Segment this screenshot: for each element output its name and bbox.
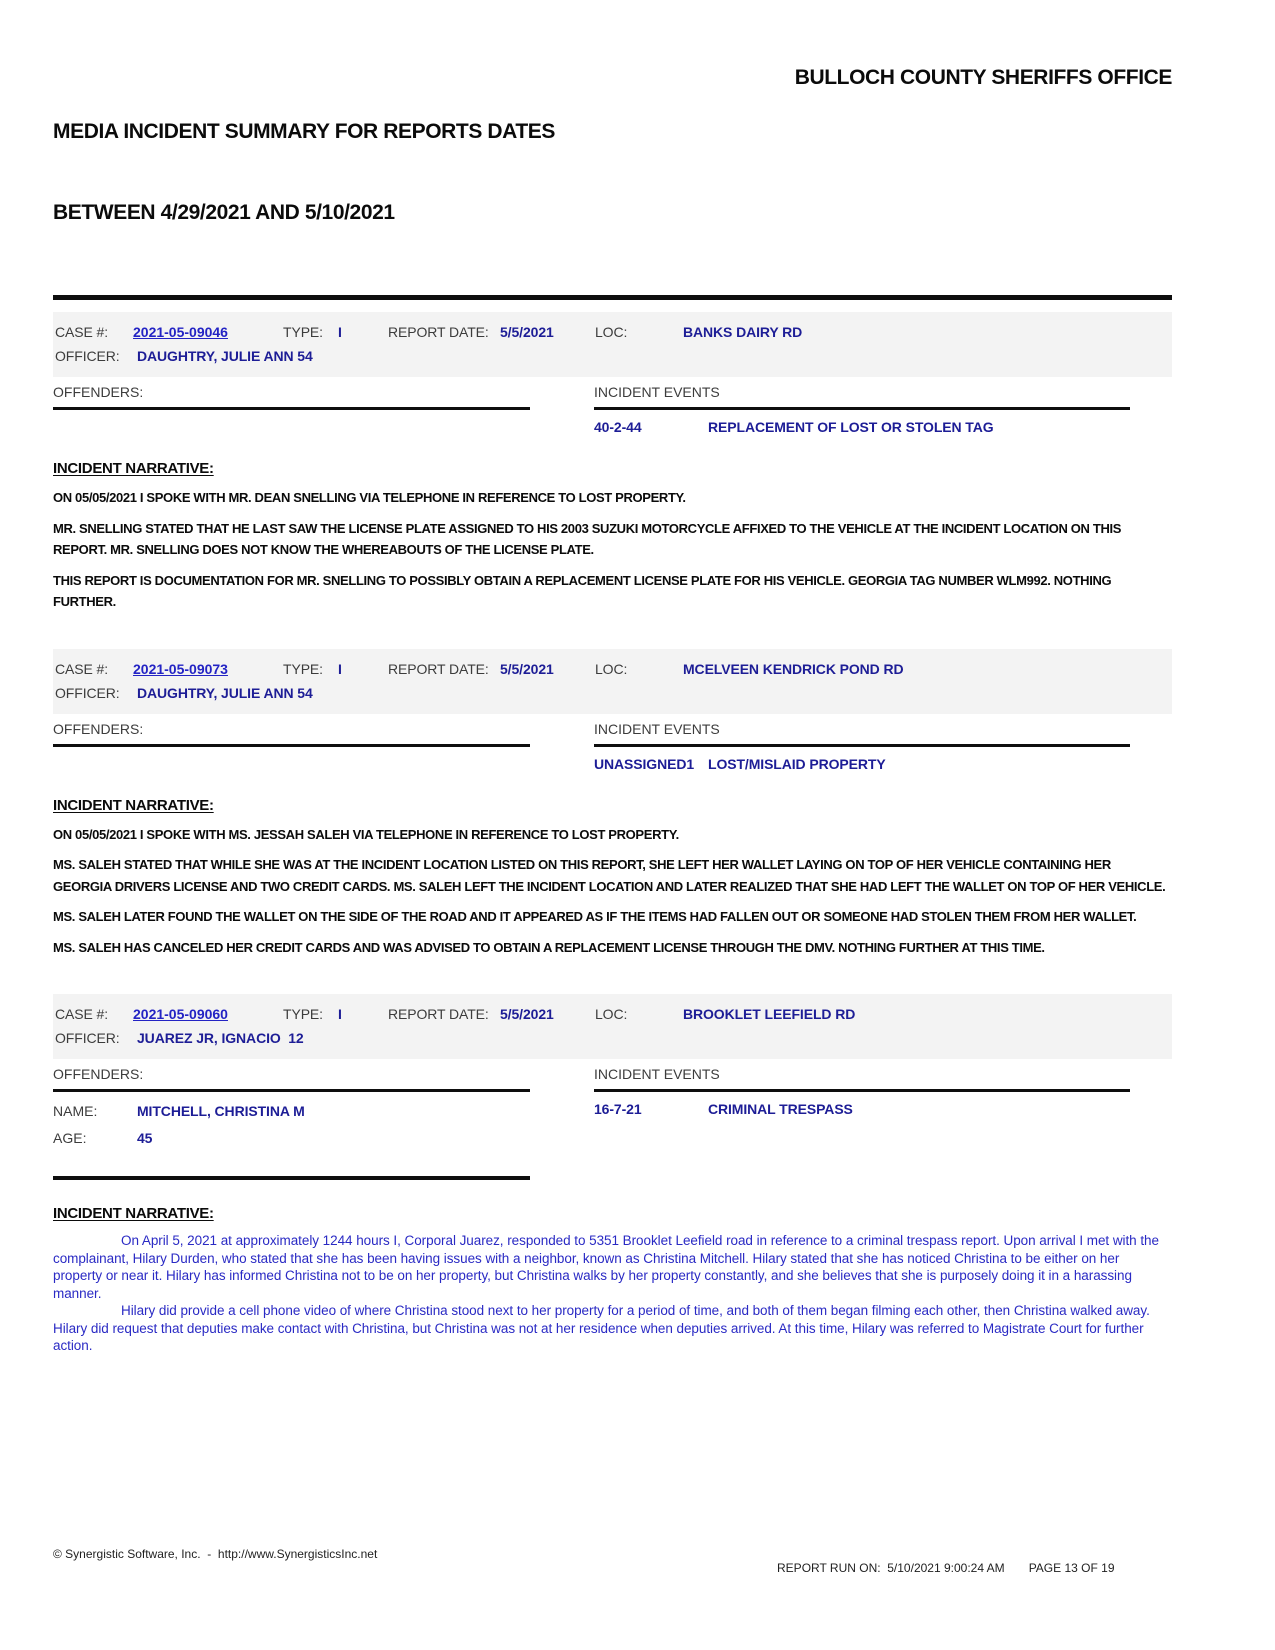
offenders-label: OFFENDERS: — [53, 720, 144, 737]
case-header-row — [55, 320, 1172, 344]
offenders-column — [53, 1066, 530, 1180]
offenders-events-section — [53, 721, 1172, 772]
officer-row — [55, 1026, 1172, 1050]
offender-age-row — [53, 1130, 530, 1146]
narrative-paragraph: Hilary did provide a cell phone video of where Christina stood next to her property for a period of time, and both of them began filming each other, then Christina walked away. Hilary did request that deputies make contact with Christina, but Christina was not at her residence when deputies arrived. At this time, Hilary was referred to Magistrate Court for further action. — [53, 1303, 1150, 1353]
footer-page-number: PAGE 13 OF 19 — [1028, 1561, 1115, 1575]
location-value: BROOKLET LEEFIELD RD — [683, 1006, 856, 1022]
report-date-value: 5/5/2021 — [500, 660, 554, 677]
case-block-2 — [53, 649, 1172, 959]
incident-events-label: INCIDENT EVENTS — [594, 384, 720, 400]
location-value: MCELVEEN KENDRICK POND RD — [683, 660, 904, 677]
agency-title: BULLOCH COUNTY SHERIFFS OFFICE — [794, 66, 1172, 89]
narrative-heading: INCIDENT NARRATIVE: — [53, 1205, 214, 1222]
incident-event-row — [594, 756, 1172, 772]
incident-events-underline — [594, 407, 1130, 410]
case-block-1 — [53, 312, 1172, 613]
page-title — [53, 64, 555, 280]
narrative-paragraph: MS. SALEH STATED THAT WHILE SHE WAS AT THE INCIDENT LOCATION LISTED ON THIS REPORT, SHE LEFT HER WALLET LAYING ON TOP OF HER VEHICLE CONTAINING HER GEORGIA DRIVERS LICENSE AND TWO CREDIT CARDS. MS. SALEH LEFT THE INCIDENT LOCATION AND LATER REALIZED THAT SHE HAD LEFT THE WALLET ON TOP OF HER VEHICLE. — [53, 857, 1166, 894]
case-header-band — [53, 649, 1172, 714]
report-date-value: 5/5/2021 — [500, 1006, 554, 1022]
loc-label: LOC: — [595, 1006, 628, 1022]
incident-events-column — [594, 1066, 1172, 1117]
offenders-label: OFFENDERS: — [53, 384, 144, 400]
case-number-link[interactable]: 2021-05-09060 — [133, 1006, 228, 1022]
footer-report-run: REPORT RUN ON: 5/10/2021 9:00:24 AM — [777, 1561, 1005, 1575]
officer-value: JUAREZ JR, IGNACIO 12 — [137, 1030, 304, 1046]
type-label: TYPE: — [283, 324, 323, 340]
header-rule — [53, 295, 1172, 300]
event-code: 40-2-44 — [594, 419, 642, 435]
narrative-paragraph: MS. SALEH LATER FOUND THE WALLET ON THE SIDE OF THE ROAD AND IT APPEARED AS IF THE ITEMS HAD FALLEN OUT OR SOMEONE HAD STOLEN THEM FROM HER WALLET. — [53, 909, 1137, 924]
case-label: CASE #: — [55, 324, 108, 340]
event-code: 16-7-21 — [594, 1101, 642, 1117]
footer-run-info — [757, 1547, 1115, 1589]
narrative-heading: INCIDENT NARRATIVE: — [53, 460, 214, 477]
narrative-heading: INCIDENT NARRATIVE: — [53, 796, 214, 814]
page-title-line1: MEDIA INCIDENT SUMMARY FOR REPORTS DATES — [53, 120, 556, 143]
type-value: I — [338, 660, 342, 677]
age-label: AGE: — [53, 1130, 87, 1146]
incident-events-underline — [594, 1089, 1130, 1092]
type-value: I — [338, 324, 342, 340]
case-number-link[interactable]: 2021-05-09073 — [133, 660, 228, 677]
name-label: NAME: — [53, 1103, 98, 1119]
offenders-underline — [53, 744, 530, 747]
offender-name-row — [53, 1103, 530, 1119]
narrative-paragraph: MS. SALEH HAS CANCELED HER CREDIT CARDS AND WAS ADVISED TO OBTAIN A REPLACEMENT LICENSE THROUGH THE DMV. NOTHING FURTHER AT THIS TIME. — [53, 939, 1045, 955]
offenders-underline — [53, 407, 530, 410]
narrative-paragraph: ON 05/05/2021 I SPOKE WITH MR. DEAN SNELLING VIA TELEPHONE IN REFERENCE TO LOST PROPERTY. — [53, 490, 686, 505]
offender-age-value: 45 — [137, 1130, 153, 1146]
offenders-label: OFFENDERS: — [53, 1066, 144, 1082]
loc-label: LOC: — [595, 660, 628, 677]
offenders-column — [53, 721, 530, 747]
officer-value: DAUGHTRY, JULIE ANN 54 — [137, 684, 313, 701]
narrative-paragraph: On April 5, 2021 at approximately 1244 hours I, Corporal Juarez, responded to 5351 Brooklet Leefield road in reference to a criminal trespass report. Upon arrival I met with the complainant, Hilary Durden, who stated that she has been having issues with a neighbor, known as Christina Mitchell. Hilary stated that she has noticed Christina to be either on her property or near it. Hilary has informed Christina not to be on her property, but Christina walks by her property constantly, and she believes that she is purposely doing it in a harassing manner. — [53, 1233, 1159, 1301]
case-label: CASE #: — [55, 660, 108, 677]
event-description: LOST/MISLAID PROPERTY — [708, 755, 886, 772]
type-value: I — [338, 1006, 342, 1022]
event-code: UNASSIGNED1 — [594, 755, 695, 772]
case-header-row — [55, 657, 1172, 681]
narrative-paragraph: THIS REPORT IS DOCUMENTATION FOR MR. SNELLING TO POSSIBLY OBTAIN A REPLACEMENT LICENSE PLATE FOR HIS VEHICLE. GEORGIA TAG NUMBER WLM992. NOTHING FURTHER. — [53, 572, 1112, 609]
case-header-row — [55, 1002, 1172, 1026]
offender-name-value: MITCHELL, CHRISTINA M — [137, 1103, 305, 1119]
location-value: BANKS DAIRY RD — [683, 324, 803, 340]
case-label: CASE #: — [55, 1006, 108, 1022]
page-title-line2: BETWEEN 4/29/2021 AND 5/10/2021 — [53, 201, 395, 224]
type-label: TYPE: — [283, 660, 323, 677]
officer-row — [55, 681, 1172, 705]
report-date-label: REPORT DATE: — [388, 324, 489, 340]
offenders-events-section — [53, 384, 1172, 435]
incident-events-label: INCIDENT EVENTS — [594, 1066, 720, 1082]
incident-events-underline — [594, 744, 1130, 747]
case-header-band — [53, 994, 1172, 1059]
offenders-events-section — [53, 1066, 1172, 1180]
incident-events-label: INCIDENT EVENTS — [594, 720, 720, 737]
incident-events-column — [594, 384, 1172, 435]
officer-label: OFFICER: — [55, 684, 120, 701]
event-description: REPLACEMENT OF LOST OR STOLEN TAG — [708, 419, 994, 435]
loc-label: LOC: — [595, 324, 628, 340]
officer-row — [55, 344, 1172, 368]
officer-value: DAUGHTRY, JULIE ANN 54 — [137, 348, 313, 364]
incident-events-column — [594, 721, 1172, 772]
offenders-bottom-rule — [53, 1176, 530, 1180]
offenders-column — [53, 384, 530, 410]
officer-label: OFFICER: — [55, 1030, 120, 1046]
incident-event-row — [594, 419, 1172, 435]
case-number-link[interactable]: 2021-05-09046 — [133, 324, 228, 340]
case-header-band — [53, 312, 1172, 377]
offenders-underline — [53, 1089, 530, 1092]
type-label: TYPE: — [283, 1006, 323, 1022]
narrative-paragraph: MR. SNELLING STATED THAT HE LAST SAW THE LICENSE PLATE ASSIGNED TO HIS 2003 SUZUKI MOTORCYCLE AFFIXED TO THE VEHICLE AT THE INCIDENT LOCATION ON THIS REPORT. MR. SNELLING DOES NOT KNOW THE WHEREABOUTS OF THE LICENSE PLATE. — [53, 520, 1122, 557]
report-header — [53, 0, 1172, 280]
event-description: CRIMINAL TRESPASS — [708, 1101, 853, 1117]
officer-label: OFFICER: — [55, 348, 120, 364]
incident-event-row — [594, 1101, 1172, 1117]
case-block-3 — [53, 994, 1172, 1355]
footer-copyright: © Synergistic Software, Inc. - http://www.SynergisticsInc.net — [53, 1547, 378, 1561]
report-date-label: REPORT DATE: — [388, 1006, 489, 1022]
report-date-value: 5/5/2021 — [500, 324, 554, 340]
report-date-label: REPORT DATE: — [388, 660, 489, 677]
narrative-paragraph: ON 05/05/2021 I SPOKE WITH MS. JESSAH SALEH VIA TELEPHONE IN REFERENCE TO LOST PROPERTY. — [53, 826, 679, 842]
